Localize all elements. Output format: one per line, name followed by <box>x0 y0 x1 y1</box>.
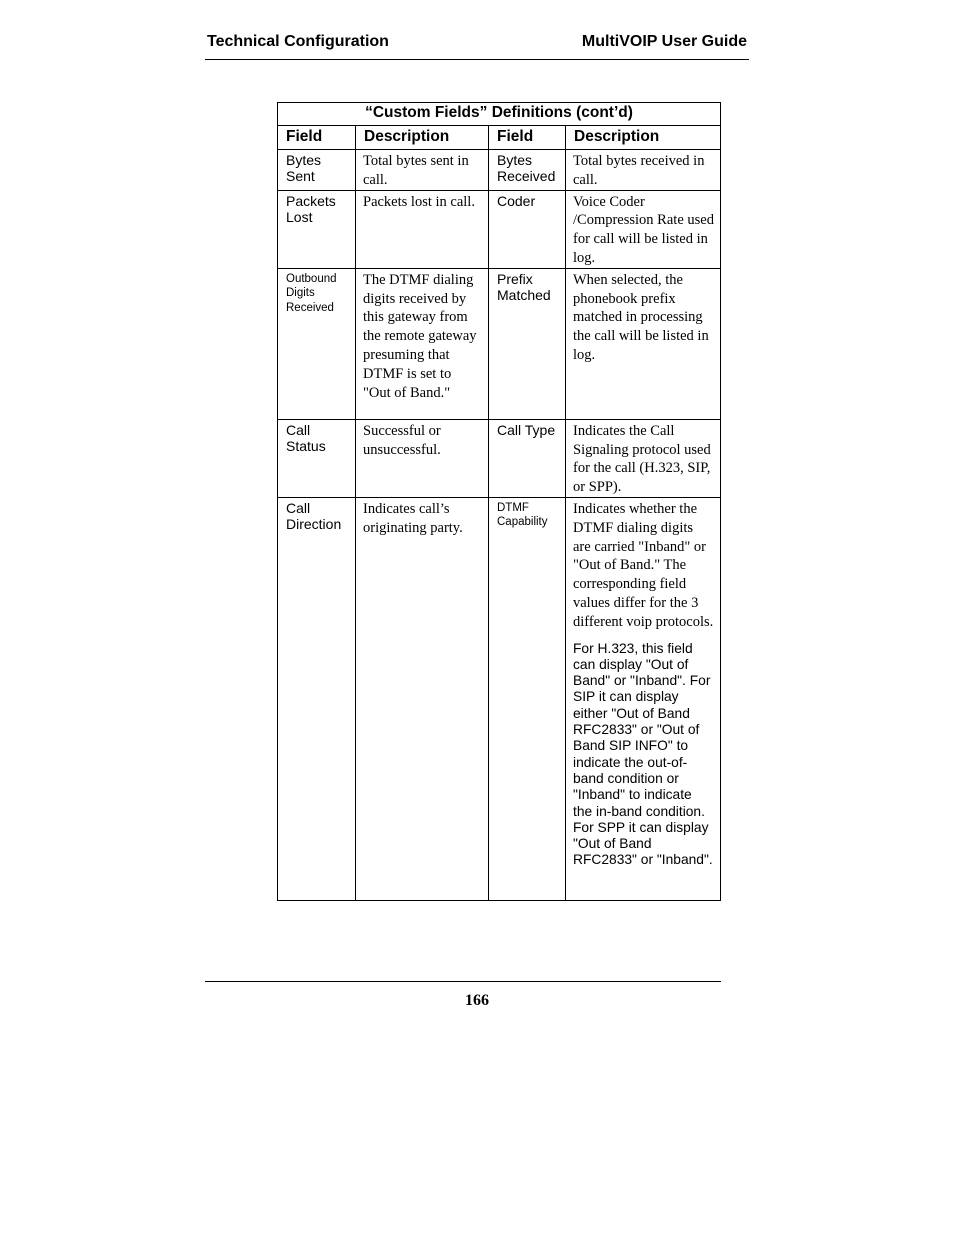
field-description-cell <box>566 497 721 900</box>
table-row <box>278 190 721 268</box>
field-description: Voice Coder /Compression Rate used for call will be listed in log. <box>566 190 721 268</box>
field-description: When selected, the phonebook prefix matched in processing the call will be listed in log. <box>566 268 721 419</box>
table-row <box>278 268 721 419</box>
field-name: Packets Lost <box>278 190 356 268</box>
field-name: Prefix Matched <box>489 268 566 419</box>
column-header-description-2: Description <box>566 126 721 150</box>
running-header-title: MultiVOIP User Guide <box>581 33 747 50</box>
field-name: Call Type <box>489 419 566 497</box>
column-header-field-2: Field <box>489 126 566 150</box>
field-description: Indicates call’s originating party. <box>356 497 489 900</box>
field-description: The DTMF dialing digits received by this gateway from the remote gateway presuming that DTMF is set to "Out of Band." <box>356 268 489 419</box>
field-name: Call Status <box>278 419 356 497</box>
field-name: Bytes Received <box>489 150 566 191</box>
running-header-section: Technical Configuration <box>207 33 389 50</box>
custom-fields-table <box>277 102 721 901</box>
field-name: Outbound Digits Received <box>278 268 356 419</box>
field-description: Indicates whether the DTMF dialing digits are carried "Inband" or "Out of Band." The corresponding field values differ for the 3 different voip protocols. <box>573 500 714 630</box>
table-row <box>278 497 721 900</box>
column-header-description-1: Description <box>356 126 489 150</box>
field-description: Packets lost in call. <box>356 190 489 268</box>
table-header-row <box>278 126 721 150</box>
field-description-note: For H.323, this field can display "Out of Band" or "Inband". For SIP it can display either "Out of Band RFC2833" or "Out of Band SIP INFO" to indicate the out-of-band condition or "Inband" to indicate the in-band condition. For SPP it can display "Out of Band RFC2833" or "Inband". <box>573 640 713 868</box>
page-number: 166 <box>465 992 489 1009</box>
field-name: DTMF Capability <box>489 497 566 900</box>
table-row <box>278 150 721 191</box>
table-title-row <box>278 103 721 126</box>
field-name: Call Direction <box>278 497 356 900</box>
header-rule <box>205 59 749 60</box>
field-name: Bytes Sent <box>278 150 356 191</box>
footer-rule <box>205 981 721 982</box>
field-name: Coder <box>489 190 566 268</box>
field-description: Successful or unsuccessful. <box>356 419 489 497</box>
field-description: Total bytes sent in call. <box>356 150 489 191</box>
field-description: Indicates the Call Signaling protocol used for the call (H.323, SIP, or SPP). <box>566 419 721 497</box>
table-title: “Custom Fields” Definitions (cont’d) <box>278 103 721 126</box>
table-row <box>278 419 721 497</box>
column-header-field-1: Field <box>278 126 356 150</box>
field-description: Total bytes received in call. <box>566 150 721 191</box>
